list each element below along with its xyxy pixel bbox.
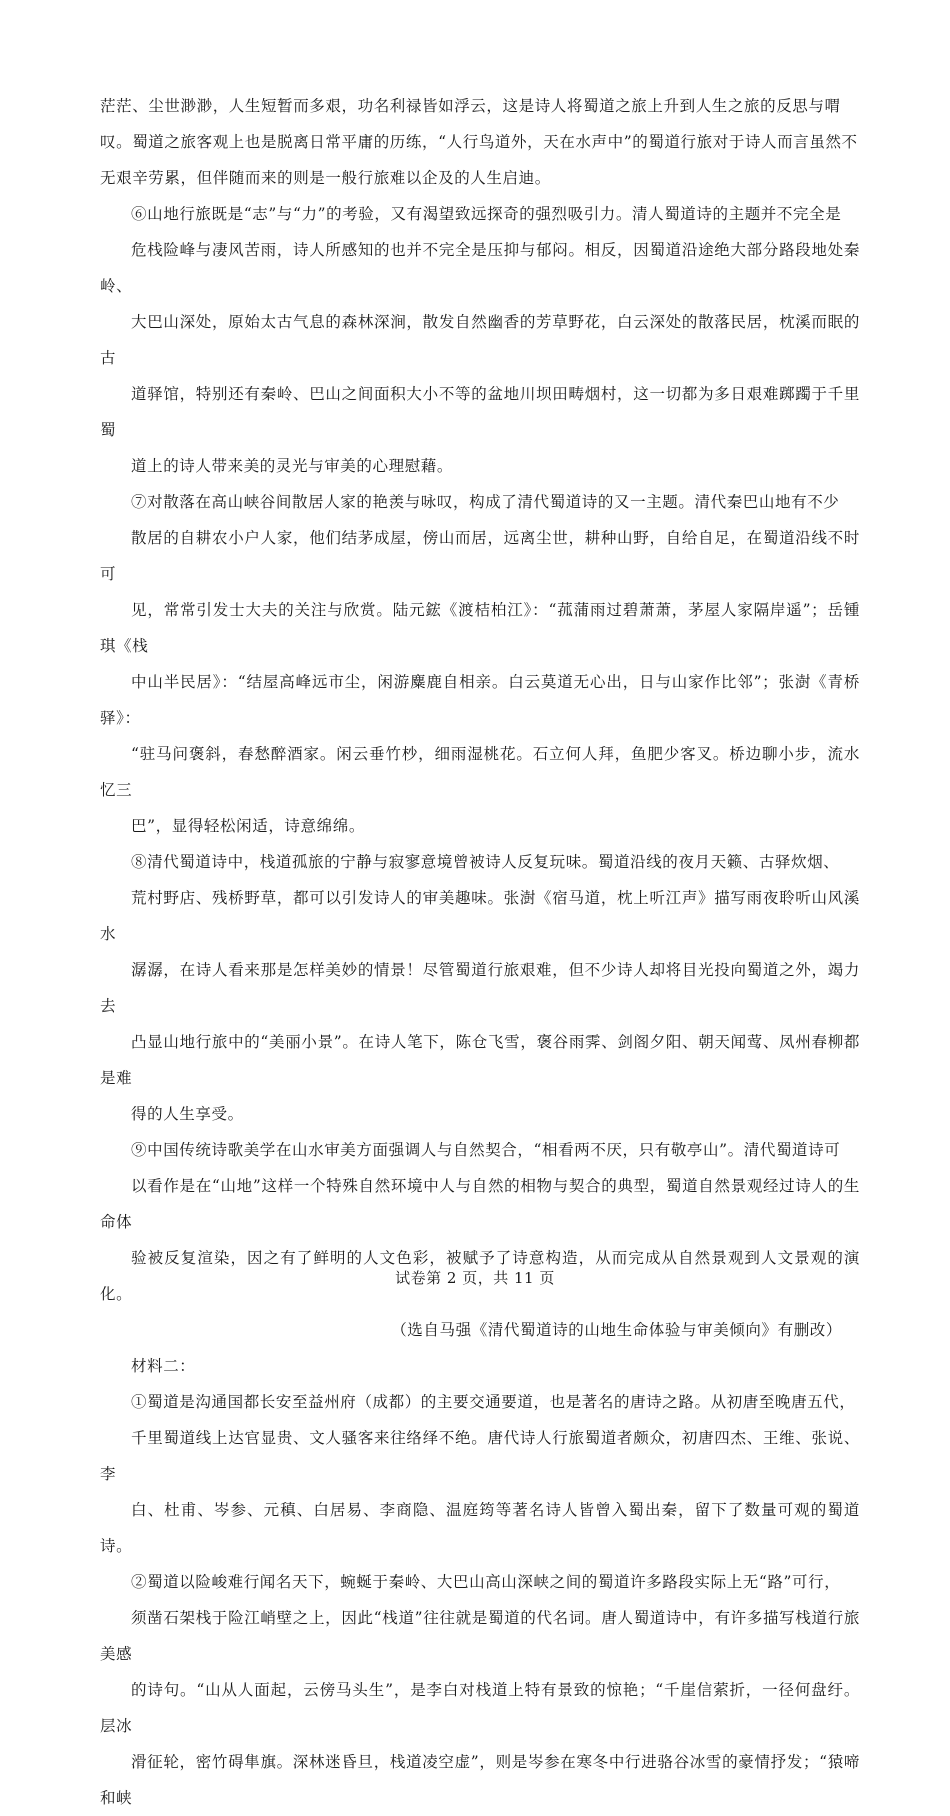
paragraph <box>100 1564 860 1816</box>
paragraph-line: 见，常常引发士大夫的关注与欣赏。陆元鋐《渡桔柏江》：“菰蒲雨过碧萧萧，茅屋人家隔岸遥”；岳锺琪《栈 <box>100 601 860 655</box>
material-one-body <box>100 88 860 1312</box>
paragraph-line: 以看作是在“山地”这样一个特殊自然环境中人与自然的相物与契合的典型，蜀道自然景观经过诗人的生命体 <box>100 1177 860 1231</box>
paragraph-line: 巴”，显得轻松闲适，诗意绵绵。 <box>131 817 365 835</box>
paragraph-line: 中山半民居》：“结屋高峰远市尘，闲游麋鹿自相亲。白云莫道无心出，日与山家作比邻”；张澍《青桥驿》： <box>100 673 860 727</box>
paragraph-line: 危栈险峰与凄风苦雨，诗人所感知的也并不完全是压抑与郁闷。相反，因蜀道沿途绝大部分路段地处秦岭、 <box>100 241 860 295</box>
paragraph-line: ⑥山地行旅既是“志”与“力”的考验，又有渴望致远探奇的强烈吸引力。清人蜀道诗的主题并不完全是 <box>131 205 842 223</box>
paragraph-line: 茫茫、尘世渺渺，人生短暂而多艰，功名利禄皆如浮云，这是诗人将蜀道之旅上升到人生之旅的反思与喟 <box>100 97 841 115</box>
paragraph-line: 须凿石架栈于险江峭壁之上，因此“栈道”往往就是蜀道的代名词。唐人蜀道诗中，有许多描写栈道行旅美感 <box>100 1609 860 1663</box>
material-two-body <box>100 1384 860 1816</box>
paragraph-line: “驻马问褒斜，春愁醉酒家。闲云垂竹杪，细雨湿桃花。石立何人拜，鱼肥少客叉。桥边聊小步，流水忆三 <box>100 745 860 799</box>
paragraph-line: 滑征轮，密竹碍隼旗。深林迷昏旦，栈道凌空虚”，则是岑参在寒冬中行进骆谷冰雪的豪情抒发；“猿啼和峡 <box>100 1753 860 1807</box>
source-citation: （选自马强《清代蜀道诗的山地生命体验与审美倾向》有删改） <box>391 1321 842 1339</box>
paragraph-line: ⑨中国传统诗歌美学在山水审美方面强调人与自然契合，“相看两不厌，只有敬亭山”。清代蜀道诗可 <box>131 1141 841 1159</box>
paragraph-line: 大巴山深处，原始太古气息的森林深涧，散发自然幽香的芳草野花，白云深处的散落民居，枕溪而眠的古 <box>100 313 860 367</box>
paragraph-line: ⑧清代蜀道诗中，栈道孤旅的宁静与寂寥意境曾被诗人反复玩味。蜀道沿线的夜月天籁、古驿炊烟、 <box>131 853 840 871</box>
paragraph-line: 无艰辛劳累，但伴随而来的则是一般行旅难以企及的人生启迪。 <box>100 169 551 187</box>
document-page <box>100 88 860 1816</box>
paragraph <box>100 196 860 484</box>
paragraph-line: ⑦对散落在高山峡谷间散居人家的艳羡与咏叹，构成了清代蜀道诗的又一主题。清代秦巴山地有不少 <box>131 493 840 511</box>
paragraph-line: 白、杜甫、岑参、元稹、白居易、李商隐、温庭筠等著名诗人皆曾入蜀出秦，留下了数量可观的蜀道诗。 <box>100 1501 860 1555</box>
paragraph-line: 道上的诗人带来美的灵光与审美的心理慰藉。 <box>131 457 454 475</box>
paragraph-line: 荒村野店、残桥野草，都可以引发诗人的审美趣味。张澍《宿马道，枕上听江声》描写雨夜聆听山风溪水 <box>100 889 860 943</box>
paragraph-line: 千里蜀道线上达官显贵、文人骚客来往络绎不绝。唐代诗人行旅蜀道者颇众，初唐四杰、王维、张说、李 <box>100 1429 860 1483</box>
paragraph <box>100 844 860 1132</box>
paragraph <box>100 484 860 844</box>
paragraph-line: 道驿馆，特别还有秦岭、巴山之间面积大小不等的盆地川坝田畴烟村，这一切都为多日艰难踯躅于千里蜀 <box>100 385 860 439</box>
paragraph-line: 潺潺，在诗人看来那是怎样美妙的情景！尽管蜀道行旅艰难，但不少诗人却将目光投向蜀道之外，竭力去 <box>100 961 860 1015</box>
paragraph-line: 凸显山地行旅中的“美丽小景”。在诗人笔下，陈仓飞雪，褒谷雨霁、剑阁夕阳、朝天闻莺、凤州春柳都是难 <box>100 1033 860 1087</box>
paragraph-line: 得的人生享受。 <box>131 1105 244 1123</box>
paragraph-line: ①蜀道是沟通国都长安至益州府（成都）的主要交通要道，也是著名的唐诗之路。从初唐至晚唐五代， <box>131 1393 856 1411</box>
paragraph-line: 验被反复渲染，因之有了鲜明的人文色彩，被赋予了诗意构造，从而完成从自然景观到人文景观的演化。 <box>100 1249 860 1303</box>
paragraph <box>100 1384 860 1564</box>
paragraph-line: 散居的自耕农小户人家，他们结茅成屋，傍山而居，远离尘世，耕种山野，自给自足，在蜀道沿线不时可 <box>100 529 860 583</box>
paragraph-line: ②蜀道以险峻难行闻名天下，蜿蜒于秦岭、大巴山高山深峡之间的蜀道许多路段实际上无“路”可行， <box>131 1573 841 1591</box>
page-footer: 试卷第 2 页，共 11 页 <box>395 1269 555 1287</box>
paragraph-line: 叹。蜀道之旅客观上也是脱离日常平庸的历练，“人行鸟道外，天在水声中”的蜀道行旅对于诗人而言虽然不 <box>100 133 858 151</box>
paragraph-line: 的诗句。“山从人面起，云傍马头生”，是李白对栈道上特有景致的惊艳；“千崖信萦折，一径何盘纡。层冰 <box>100 1681 860 1735</box>
paragraph <box>100 88 860 196</box>
material-two-label: 材料二： <box>131 1357 196 1375</box>
